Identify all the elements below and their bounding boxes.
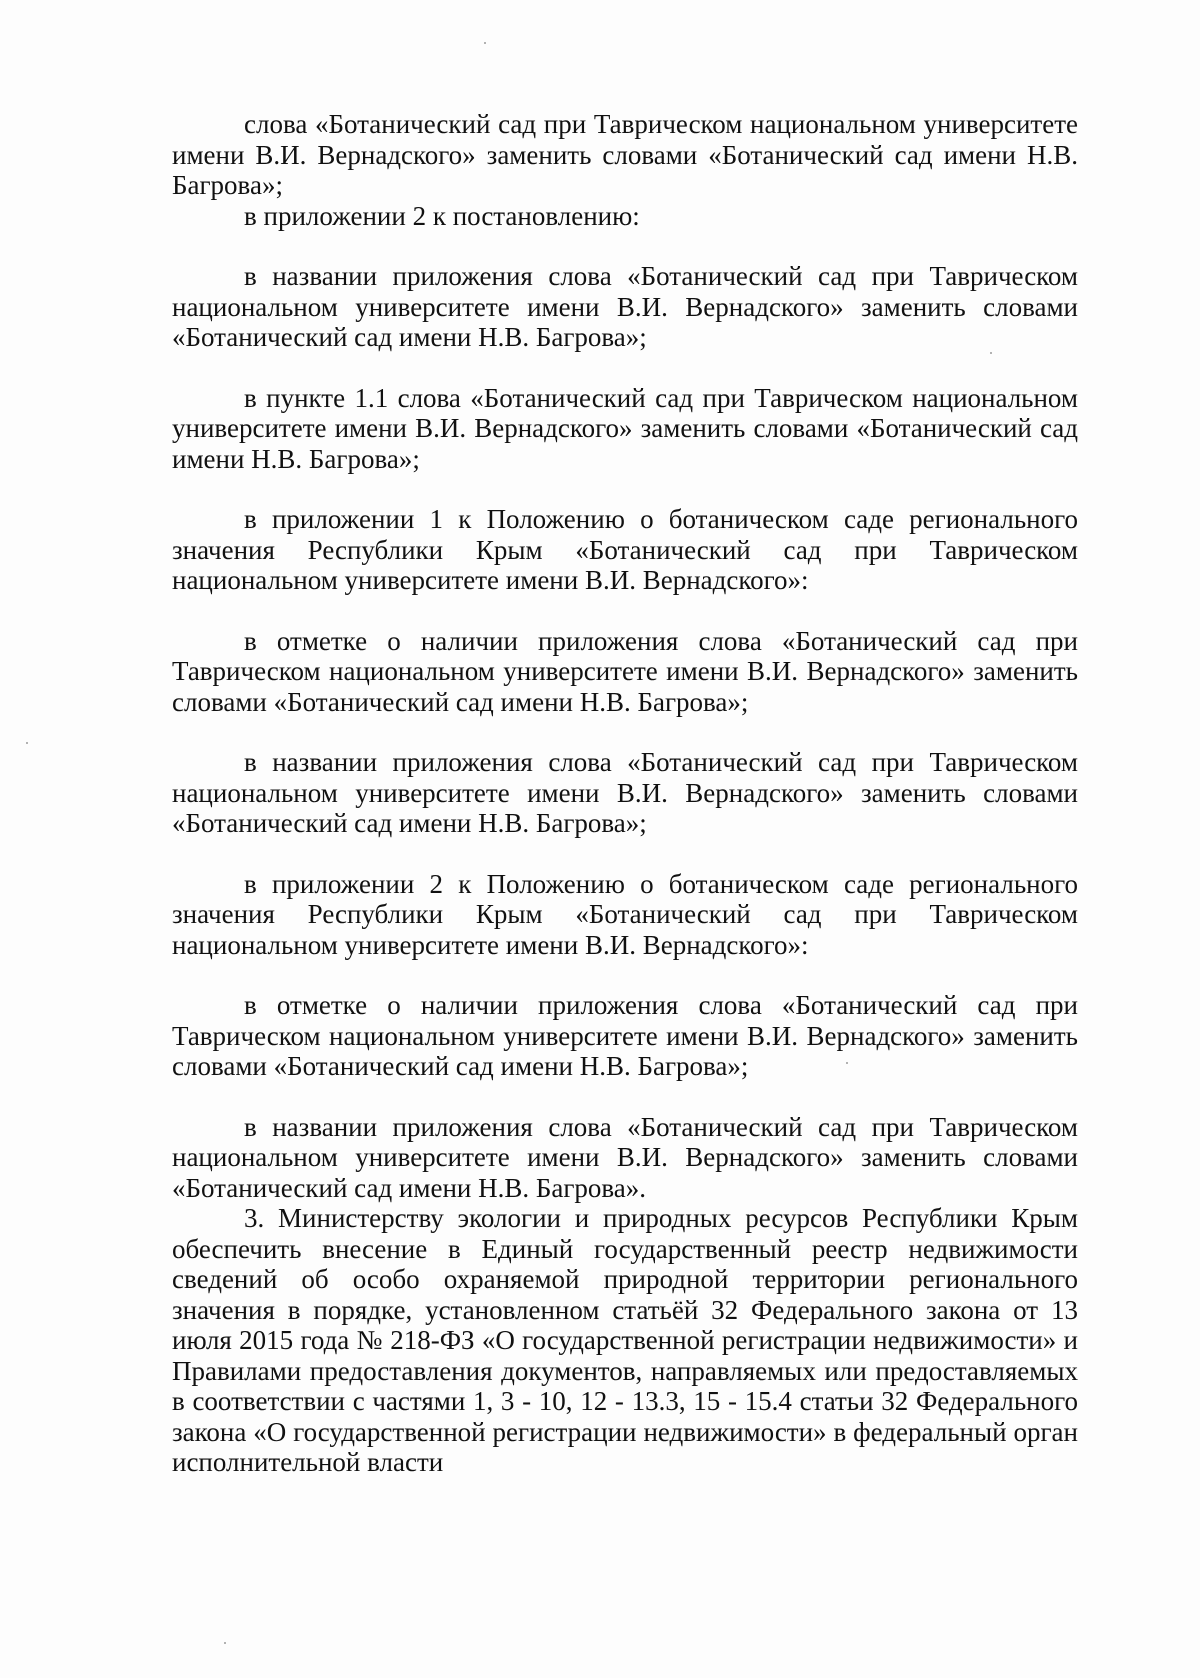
paragraph: в приложении 1 к Положению о ботаническом саде регионального значения Республики Крым «Ботанический сад при Таврическом национальном университете имени В.И. Вернадского»:	[172, 504, 1078, 595]
scan-speck	[224, 1642, 226, 1644]
paragraph: в названии приложения слова «Ботанический сад при Таврическом национальном университете имени В.И. Вернадского» заменить словами «Ботанический сад имени Н.В. Багрова»;	[172, 261, 1078, 352]
paragraph: в приложении 2 к постановлению:	[244, 200, 640, 231]
paragraph: в отметке о наличии приложения слова «Ботанический сад при Таврическом национальном университете имени В.И. Вернадского» заменить словами «Ботанический сад имени Н.В. Багрова»;	[172, 625, 1078, 717]
paragraph: в пункте 1.1 слова «Ботанический сад при Таврическом национальном университете имени В.И. Вернадского» заменить словами «Ботанический сад имени Н.В. Багрова»;	[172, 382, 1078, 474]
document-body	[172, 109, 1078, 1478]
paragraph: в названии приложения слова «Ботанический сад при Таврическом национальном университете имени В.И. Вернадского» заменить словами «Ботанический сад имени Н.В. Багрова».	[172, 1111, 1078, 1203]
paragraph: в названии приложения слова «Ботанический сад при Таврическом национальном университете имени В.И. Вернадского» заменить словами «Ботанический сад имени Н.В. Багрова»;	[172, 747, 1078, 838]
paragraph: в приложении 2 к Положению о ботаническом саде регионального значения Республики Крым «Ботанический сад при Таврическом национальном университете имени В.И. Вернадского»:	[172, 868, 1078, 960]
scan-speck	[26, 742, 28, 744]
paragraph: в отметке о наличии приложения слова «Ботанический сад при Таврическом национальном университете имени В.И. Вернадского» заменить словами «Ботанический сад имени Н.В. Багрова»;	[172, 990, 1078, 1081]
paragraph: слова «Ботанический сад при Таврическом национальном университете имени В.И. Вернадского» заменить словами «Ботанический сад имени Н.В. Багрова»;	[172, 109, 1078, 200]
scan-speck	[484, 42, 486, 44]
paragraph: 3. Министерству экологии и природных ресурсов Республики Крым обеспечить внесение в Единый государственный реестр недвижимости сведений об особо охраняемой природной территории регионального значения в порядке, установленном статьёй 32 Федерального закона от 13 июля 2015 года № 218-ФЗ «О государственной регистрации недвижимости» и Правилами предоставления документов, направляемых или предоставляемых в соответствии с частями 1, 3 - 10, 12 - 13.3, 15 - 15.4 статьи 32 Федерального закона «О государственной регистрации недвижимости» в федеральный орган исполнительной власти	[172, 1203, 1078, 1477]
